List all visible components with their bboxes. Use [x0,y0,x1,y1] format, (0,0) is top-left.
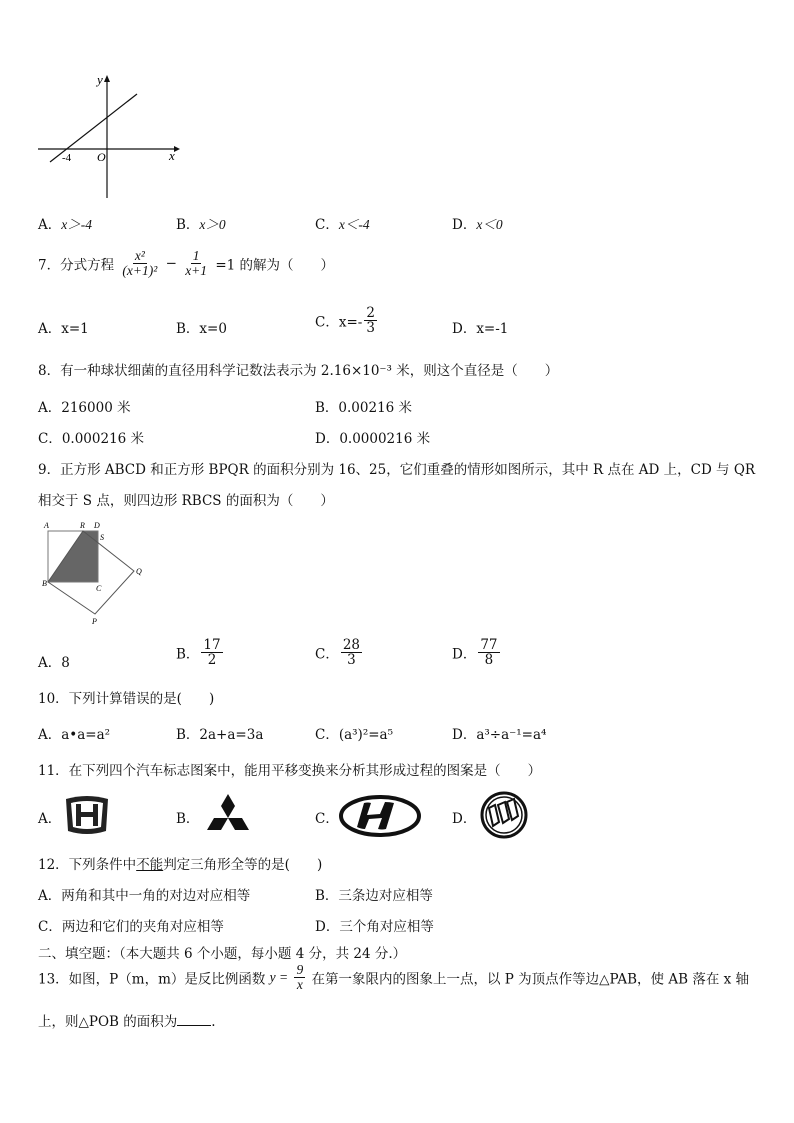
q9-option-c-prefix: C． [315,646,339,663]
q13-line1 [38,963,749,992]
q7-fraction-1 [120,249,159,278]
q13-answer-blank[interactable] [177,1013,211,1026]
label-b: B [42,579,47,588]
label-d: D [94,521,100,530]
q7-option-d: D．x=-1 [452,321,509,337]
q11-option-b: B． [176,811,200,827]
q7-option-c [315,306,379,335]
q9-stem-line2: 相交于 S 点，则四边形 RBCS 的面积为（ ） [38,493,334,509]
q10-option-b: B．2a+a=3a [176,727,264,743]
squares-figure [36,518,156,630]
q13-stem-after: 在第一象限内的图象上一点，以 P 为顶点作等边△PAB，使 AB 落在 x 轴 [311,971,750,988]
intercept-label: -4 [62,152,72,164]
q10-option-c: C．(a³)²=a⁵ [315,727,394,743]
q7-fraction-1-den: (x+1)² [122,263,158,279]
origin-label: O [97,150,106,164]
q7-stem-after: =1 的解为（ ） [215,257,335,274]
q7-stem [38,249,334,278]
q7-option-c-den: 3 [366,320,375,337]
y-axis-arrow [104,75,110,82]
q6-option-d-letter: D． [452,217,477,233]
q10-stem: 10．下列计算错误的是( ) [38,691,215,707]
q13-line2 [38,1010,216,1030]
q11-option-a: A． [38,811,62,827]
q9-option-b-prefix: B． [176,646,200,663]
q10-option-a: A．a•a=a² [38,727,111,743]
q12-option-d: D．三个角对应相等 [315,919,434,935]
label-a: A [44,521,49,530]
buick-logo-icon [478,791,530,839]
q13-y-eq: y = [269,969,289,985]
q7-option-c-fraction [364,306,377,335]
q6-option-c-math: x＜-4 [338,217,370,232]
q7-option-a: A．x=1 [38,321,89,337]
q11-option-c: C． [315,811,339,827]
q9-option-b-den: 2 [207,652,217,669]
q12-option-a: A．两角和其中一角的对边对应相等 [38,888,251,904]
q9-option-c-den: 3 [347,652,356,669]
q9-option-b-fraction [201,638,222,667]
label-c: C [96,584,102,593]
section-2-title: 二、填空题：（本大题共 6 个小题，每小题 4 分，共 24 分.） [38,946,407,962]
q11-option-d: D． [452,811,477,827]
q6-option-c [315,213,370,233]
q6-option-d [452,213,503,233]
q6-option-b [176,213,226,233]
q13-fraction-num: 9 [296,962,304,977]
q9-option-d-den: 8 [484,652,494,669]
q6-option-a-math: x＞-4 [61,217,92,232]
linear-function-graph [34,70,184,202]
q8-option-a: A．216000 米 [38,400,131,416]
q6-option-a [38,213,92,233]
q13-line2-before: 上，则△POB 的面积为 [38,1014,178,1030]
q9-option-c-fraction [341,638,362,667]
q7-option-c-num: 2 [366,305,375,321]
label-s: S [100,533,104,542]
q6-option-a-letter: A． [38,217,62,233]
q9-stem-line1: 9．正方形 ABCD 和正方形 BPQR 的面积分别为 16、25，它们重叠的情形如图所示，其中 R 点在 AD 上，CD 与 QR [38,462,756,478]
q10-option-d: D．a³÷a⁻¹=a⁴ [452,727,547,743]
q7-option-c-prefix: C．x=- [315,314,363,331]
x-axis-label: x [169,148,175,163]
q8-stem: 8．有一种球状细菌的直径用科学记数法表示为 2.16×10⁻³ 米，则这个直径是（ ） [38,363,559,379]
q12-stem [38,853,322,873]
overlap-region-rbcs [48,531,98,582]
q9-option-d-prefix: D． [452,646,477,663]
q11-stem: 11．在下列四个汽车标志图案中，能用平移变换来分析其形成过程的图案是（ ） [38,763,542,779]
q8-option-c: C．0.000216 米 [38,431,145,447]
x-axis-arrow [174,146,180,152]
q9-option-d [452,638,502,667]
q9-option-c [315,638,364,667]
mitsubishi-logo-icon [200,792,256,838]
q13-fraction-den: x [296,977,303,993]
y-axis-label: y [97,72,103,87]
q12-stem-after: 判定三角形全等的是( ) [163,857,323,873]
q6-option-d-math: x＜0 [476,217,503,232]
q12-option-c: C．两边和它们的夹角对应相等 [38,919,224,935]
q6-option-c-letter: C． [315,217,339,233]
q9-option-c-num: 28 [342,637,361,653]
q8-option-b: B．0.00216 米 [315,400,413,416]
label-r: R [80,521,85,530]
q7-fraction-1-num: x² [134,248,145,263]
q12-option-b: B．三条边对应相等 [315,888,433,904]
label-q: Q [136,567,142,576]
q8-option-d: D．0.0000216 米 [315,431,431,447]
q6-option-b-math: x＞0 [199,217,226,232]
q13-stem-before: 13．如图，P（m，m）是反比例函数 [38,971,266,988]
q6-option-b-letter: B． [176,217,200,233]
q13-fraction [294,963,305,992]
q9-option-d-fraction [478,638,499,667]
label-p: P [92,617,97,626]
q13-line2-after: . [211,1014,216,1030]
q7-fraction-2 [183,249,209,278]
q9-option-b [176,638,225,667]
honda-logo-icon [62,793,112,837]
q7-minus: − [165,255,177,272]
hyundai-logo-icon [338,794,422,838]
q9-option-d-num: 77 [480,637,498,653]
q12-stem-before: 12．下列条件中 [38,857,137,873]
q9-option-a: A．8 [38,655,70,671]
q9-option-b-num: 17 [203,637,221,653]
q7-fraction-2-num: 1 [192,248,200,263]
q7-option-b: B．x=0 [176,321,227,337]
q12-stem-underlined: 不能 [136,857,164,873]
q7-fraction-2-den: x+1 [185,263,208,279]
q7-stem-before: 7．分式方程 [38,257,115,274]
